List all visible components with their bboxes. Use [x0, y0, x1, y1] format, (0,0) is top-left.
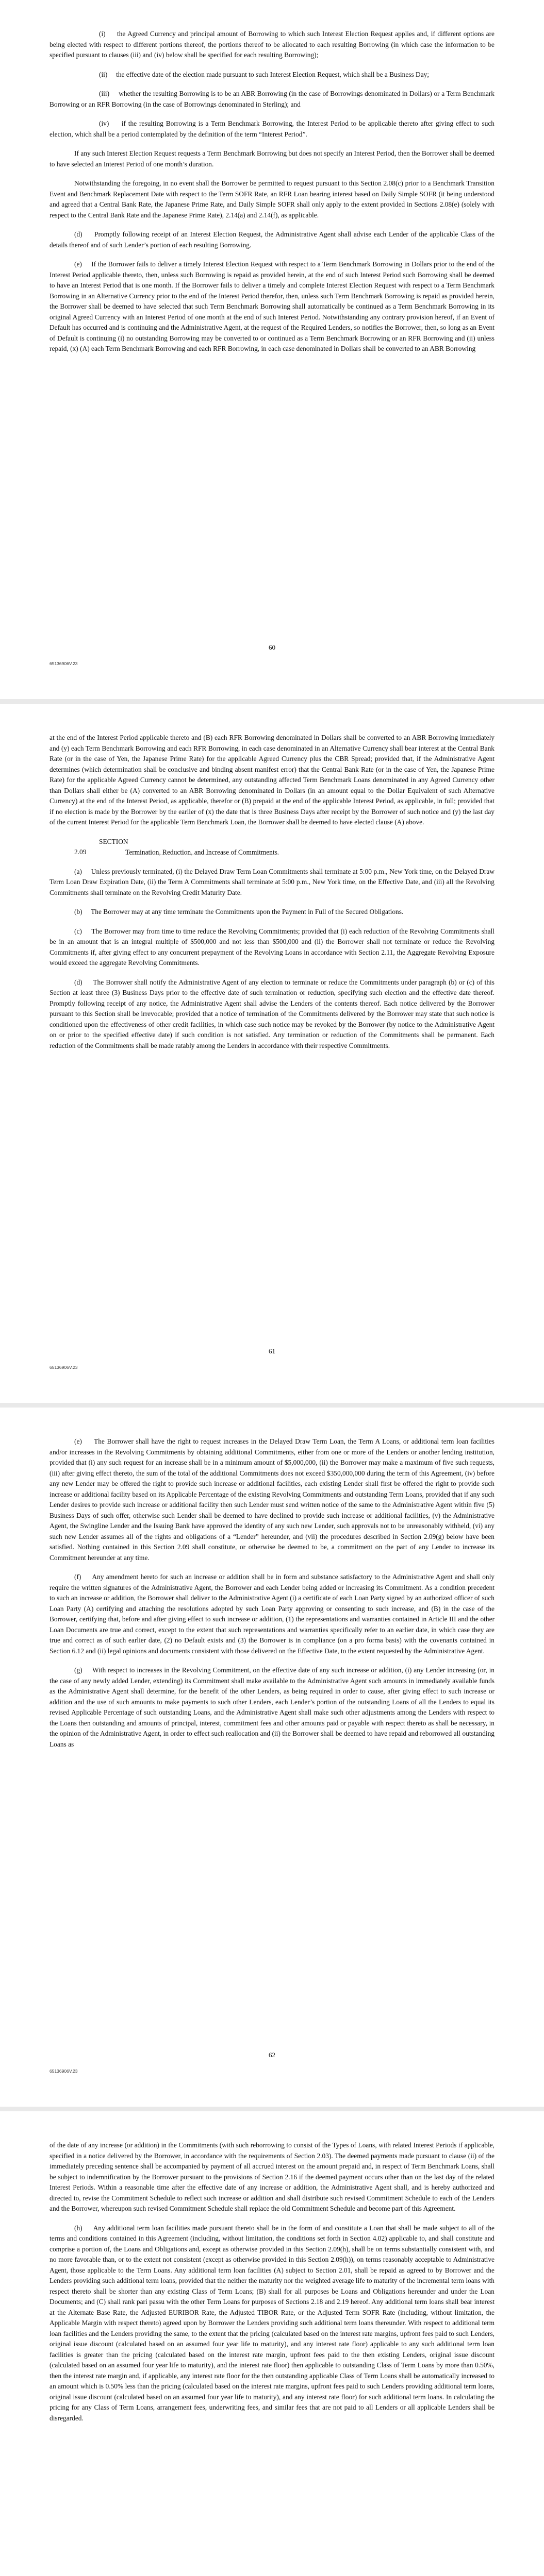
page-body: [50, 1436, 494, 1750]
section-number: SECTION 2.09: [74, 837, 128, 856]
paragraph: Notwithstanding the foregoing, in no event shall the Borrower be permitted to request pursuant to this Section 2.08(c) prior to a Benchmark Transition Event and Benchmark Replacement Date with respect to the Term SOFR Rate, an RFR Loan bearing interest based on Daily Simple SOFR (it being understood and agreed that a Central Bank Rate, the Japanese Prime Rate, and Daily Simple SOFR shall only apply to the extent provided in Sections 2.08(e) (solely with respect to the Central Bank Rate and the Japanese Prime Rate), 2.14(a) and 2.14(f), as applicable.: [50, 179, 494, 219]
page-number: 61: [269, 1347, 275, 1355]
paragraph: (iv) if the resulting Borrowing is a Term Benchmark Borrowing, the Interest Period to be applicable thereto after giving effect to such election, which shall be a period contemplated by the definition of the term “Interest Period”.: [50, 120, 494, 138]
section-heading: [50, 837, 494, 858]
page-body: [50, 2140, 494, 2424]
paragraph: (f) Any amendment hereto for such an increase or addition shall be in form and substance satisfactory to the Administrative Agent and shall only require the written signatures of the Administrative Agent, the Borrower and each Lender being added or increasing its Commitment. As a condition precedent to such an increase or addition, the Borrower shall deliver to the Administrative Agent (i) a certificate of each Loan Party signed by an authorized officer of such Loan Party (A) certifying and attaching the resolutions adopted by such Loan Party approving or consenting to such increase, and (B) in the case of the Borrower, certifying that, before and after giving effect to such increase or addition, (1) the representations and warranties contained in Article III and the other Loan Documents are true and correct, except to the extent that such representations and warranties specifically refer to an earlier date, in which case they are true and correct as of such earlier date, (2) no Default exists and (3) the Borrower is in compliance (on a pro forma basis) with the covenants contained in Section 6.12 and (ii) legal opinions and documents consistent with those delivered on the Effective Date, to the extent requested by the Administrative Agent.: [50, 1573, 494, 1655]
page-63: [0, 2111, 544, 2576]
page-body: [50, 29, 494, 354]
page-62: [0, 1408, 544, 2107]
paragraph: (e) If the Borrower fails to deliver a timely Interest Election Request with respect to a Term Benchmark Borrowing in Dollars prior to the end of the Interest Period applicable thereto, then, unless such Borrowing is repaid as provided herein, at the end of such Interest Period such Borrowing shall be deemed to have an Interest Period that is one month. If the Borrower fails to deliver a timely and complete Interest Election Request with respect to a Term Benchmark Borrowing in an Alternative Currency prior to the end of the Interest Period therefor, then, unless such Term Benchmark Borrowing is repaid as provided herein, the Borrower shall be deemed to have selected that such Term Benchmark Borrowing shall automatically be continued as a Term Benchmark Borrowing in its original Agreed Currency with an Interest Period of one month at the end of such Interest Period. Notwithstanding any contrary provision hereof, if an Event of Default has occurred and is continuing and the Administrative Agent, at the request of the Required Lenders, so notifies the Borrower, then, so long as an Event of Default is continuing (i) no outstanding Borrowing may be converted to or continued as a Term Benchmark Borrowing or an RFR Borrowing and (ii) unless repaid, (x) (A) each Term Benchmark Borrowing and each RFR Borrowing, in each case denominated in Dollars shall be converted to an ABR Borrowing: [50, 260, 494, 352]
paragraph: (c) The Borrower may from time to time reduce the Revolving Commitments; provided that (i) each reduction of the Revolving Commitments shall be in an amount that is an integral multiple of $500,000 and not less than $500,000 and (ii) the Borrower shall not terminate or reduce the Revolving Commitments if, after giving effect to any concurrent prepayment of the Revolving Loans in accordance with Section 2.11, the Aggregate Revolving Exposure would exceed the aggregate Revolving Commitments.: [50, 927, 494, 967]
paragraph: (h) Any additional term loan facilities made pursuant thereto shall be in the form of and constitute a Loan that shall be made subject to all of the terms and conditions contained in this Agreement (including, without limitation, the conditions set forth in Section 4.02) applicable to, and shall constitute and comprise a portion of, the Loans and Obligations and, except as otherwise provided in this Section 2.09(h), shall be on terms substantially consistent with, and no more favorable than, or to the extent not consistent (except as otherwise provided in this Section 2.09(h)), on terms reasonably acceptable to Administrative Agent, those applicable to the Term Loans. Any additional term loan facilities (A) subject to Section 2.01, shall be repaid as agreed to by Borrower and the Lenders providing such additional term loans, provided that the neither the maturity nor the weighted average life to maturity of the incremental term loans with respect thereto shall be shorter than any existing Class of Term Loans; (B) shall for all purposes be Loans and Obligations hereunder and under the Loan Documents; and (C) shall rank pari passu with the other Term Loans for purposes of Sections 2.18 and 2.19 hereof. Any additional term loans shall bear interest at the Alternate Base Rate, the Adjusted EURIBOR Rate, the Adjusted TIBOR Rate, or the Adjusted Term SOFR Rate (including, without limitation, the Applicable Margin with respect thereto) agreed upon by Borrower the Lenders providing such additional term loans thereunder. With respect to additional term loan facilities and the Lenders providing the same, to the extent that the pricing (calculated based on the interest rate margins, upfront fees paid to such Lenders, original issue discount (calculated based on an assumed four year life to maturity), and any interest rate floor) applicable to any such additional term loan facilities is greater than the pricing (calculated based on the interest rate margin, upfront fees paid to the then existing Lenders, original issue discount (calculated based on an assumed four year life to maturity), and the interest rate floor) then applicable to outstanding Class of Term Loans by more than 0.50%, then the interest rate margin and, if applicable, any interest rate floor for the then outstanding applicable Class of Term Loans shall be automatically increased to an amount which is 0.50% less than the pricing (calculated based on the interest rate margins, upfront fees paid to such Lenders providing additional term loans, original issue discount (calculated based on an assumed four year life to maturity), and any interest rate floor) for such additional term loans. In calculating the pricing for any Class of Term Loans, arrangement fees, underwriting fees, and similar fees that are not paid to all Lenders or all applicable Lenders shall be disregarded.: [50, 2224, 494, 2422]
page-body: [50, 733, 494, 1051]
paragraph: (b) The Borrower may at any time terminate the Commitments upon the Payment in Full of the Secured Obligations.: [74, 908, 404, 916]
paragraph: (a) Unless previously terminated, (i) the Delayed Draw Term Loan Commitments shall terminate at 5:00 p.m., New York time, on the Delayed Draw Term Loan Draw Expiration Date, (ii) the Term A Commitments shall terminate at 5:00 p.m., New York time, on the Effective Date, and (iii) all the Revolving Commitments shall terminate on the Revolving Credit Maturity Date.: [50, 867, 494, 896]
document-id: 65136906V.23: [50, 661, 78, 666]
paragraph: (iii) whether the resulting Borrowing is to be an ABR Borrowing (in the case of Borrowings denominated in Dollars) or a Term Benchmark Borrowing or an RFR Borrowing (in the case of Borrowings denominated in Sterling); and: [50, 90, 494, 108]
paragraph: (e) The Borrower shall have the right to request increases in the Delayed Draw Term Loan, the Term A Loans, or additional term loan facilities and/or increases in the Revolving Commitments by obtaining additional Commitments, either from one or more of the Lenders or another lending institution, provided that (i) any such request for an increase shall be in a minimum amount of $5,000,000, (ii) the Borrower may make a maximum of five such requests, (iii) after giving effect thereto, the sum of the total of the additional Commitments does not exceed $350,000,000 during the term of this Agreement, (iv) before any new Lender may be offered the right to provide such increase or additional facilities, each existing Lender shall first be offered the right to provide such increase or additional facility based on its Applicable Percentage of the existing Revolving Commitments and outstanding Term Loans, provided that if any such Lender desires to provide such increase or additional facility then such Lender must send written notice of the same to the Administrative Agent within five (5) Business Days of such offer, otherwise such Lender shall be deemed to have declined to provide such increase or additional facilities, (v) the Administrative Agent, the Swingline Lender and the Issuing Bank have approved the identity of any such new Lender, such approvals not to be unreasonably withheld, (vi) any such new Lender assumes all of the rights and obligations of a “Lender” hereunder, and (vii) the procedures described in Section 2.09(g) below have been satisfied. Nothing contained in this Section 2.09 shall constitute, or otherwise be deemed to be, a commitment on the part of any Lender to increase its Commitment hereunder at any time.: [50, 1437, 494, 1562]
document-id: 65136906V.23: [50, 1365, 78, 1370]
paragraph: If any such Interest Election Request requests a Term Benchmark Borrowing but does not specify an Interest Period, then the Borrower shall be deemed to have selected an Interest Period of one month’s duration.: [50, 149, 494, 168]
page-60: [0, 0, 544, 699]
paragraph: (i) the Agreed Currency and principal amount of Borrowing to which such Interest Election Request applies and, if different options are being elected with respect to different portions thereof, the portions thereof to be allocated to each resulting Borrowing (in which case the information to be specified pursuant to clauses (iii) and (iv) below shall be specified for each resulting Borrowing);: [50, 30, 494, 59]
paragraph: (d) Promptly following receipt of an Interest Election Request, the Administrative Agent shall advise each Lender of the applicable Class of the details thereof and of such Lender’s portion of each resulting Borrowing.: [50, 230, 494, 249]
page-61: [0, 704, 544, 1403]
paragraph: (d) The Borrower shall notify the Administrative Agent of any election to terminate or reduce the Commitments under paragraph (b) or (c) of this Section at least three (3) Business Days prior to the effective date of such termination or reduction, specifying such election and the effective date thereof. Promptly following receipt of any notice, the Administrative Agent shall advise the Lenders of the contents thereof. Each notice delivered by the Borrower pursuant to this Section shall be irrevocable; provided that a notice of termination of the Commitments delivered by the Borrower may state that such notice is conditioned upon the effectiveness of other credit facilities, in which case such notice may be revoked by the Borrower (by notice to the Administrative Agent on or prior to the specified effective date) if such condition is not satisfied. Any termination or reduction of the Commitments shall be permanent. Each reduction of the Commitments shall be made ratably among the Lenders in accordance with their respective Commitments.: [50, 978, 494, 1049]
section-title: Termination, Reduction, and Increase of Commitments.: [125, 848, 279, 856]
document-id: 65136906V.23: [50, 2069, 78, 2074]
page-number: 62: [269, 2051, 275, 2059]
paragraph: at the end of the Interest Period applicable thereto and (B) each RFR Borrowing denominated in Dollars shall be converted to an ABR Borrowing immediately and (y) each Term Benchmark Borrowing and each RFR Borrowing, in each case denominated in an Alternative Currency shall bear interest at the Central Bank Rate (or in the case of Yen, the Japanese Prime Rate) for the applicable Agreed Currency plus the CBR Spread; provided that, if the Administrative Agent determines (which determination shall be conclusive and binding absent manifest error) that the Central Bank Rate (or in the case of Yen, the Japanese Prime Rate) for the applicable Agreed Currency cannot be determined, any outstanding affected Term Benchmark Loans denominated in any Agreed Currency other than Dollars shall either be (A) converted to an ABR Borrowing denominated in Dollars (in an amount equal to the Dollar Equivalent of such Alternative Currency) at the end of the Interest Period, as applicable, therefor or (B) prepaid at the end of the applicable Interest Period, as applicable, in full; provided that if no election is made by the Borrower by the earlier of (x) the date that is three Business Days after receipt by the Borrower of such notice and (y) the last day of the current Interest Period for the applicable Term Benchmark Loan, the Borrower shall be deemed to have elected clause (A) above.: [50, 734, 494, 826]
paragraph: (ii) the effective date of the election made pursuant to such Interest Election Request, which shall be a Business Day;: [99, 70, 430, 78]
page-number: 60: [269, 643, 275, 651]
paragraph: of the date of any increase (or addition) in the Commitments (with such reborrowing to consist of the Types of Loans, with related Interest Periods if applicable, specified in a notice delivered by the Borrower, in accordance with the requirements of Section 2.03). The deemed payments made pursuant to clause (ii) of the immediately preceding sentence shall be accompanied by payment of all accrued interest on the amount prepaid and, in respect of Term Benchmark Loans, shall be subject to indemnification by the Borrower pursuant to the provisions of Section 2.16 if the deemed payment occurs other than on the last day of the related Interest Periods. Within a reasonable time after the effective date of any increase or addition, the Administrative Agent shall, and is hereby authorized and directed to, revise the Commitment Schedule to reflect such increase or addition and shall distribute such revised Commitment Schedule to each of the Lenders and the Borrower, whereupon such revised Commitment Schedule shall replace the old Commitment Schedule and become part of this Agreement.: [50, 2141, 494, 2212]
paragraph: (g) With respect to increases in the Revolving Commitment, on the effective date of any such increase or addition, (i) any Lender increasing (or, in the case of any newly added Lender, extending) its Commitment shall make available to the Administrative Agent such amounts in immediately available funds as the Administrative Agent shall determine, for the benefit of the other Lenders, as being required in order to cause, after giving effect to such increase or addition and the use of such amounts to make payments to such other Lenders, each Lender’s portion of the outstanding Loans of all the Lenders to equal its revised Applicable Percentage of such outstanding Loans, and the Administrative Agent shall make such other adjustments among the Lenders with respect to the Loans then outstanding and amounts of principal, interest, commitment fees and other amounts paid or payable with respect thereto as shall be necessary, in the opinion of the Administrative Agent, in order to effect such reallocation and (ii) the Borrower shall be deemed to have repaid and reborrowed all outstanding Loans as: [50, 1666, 494, 1748]
